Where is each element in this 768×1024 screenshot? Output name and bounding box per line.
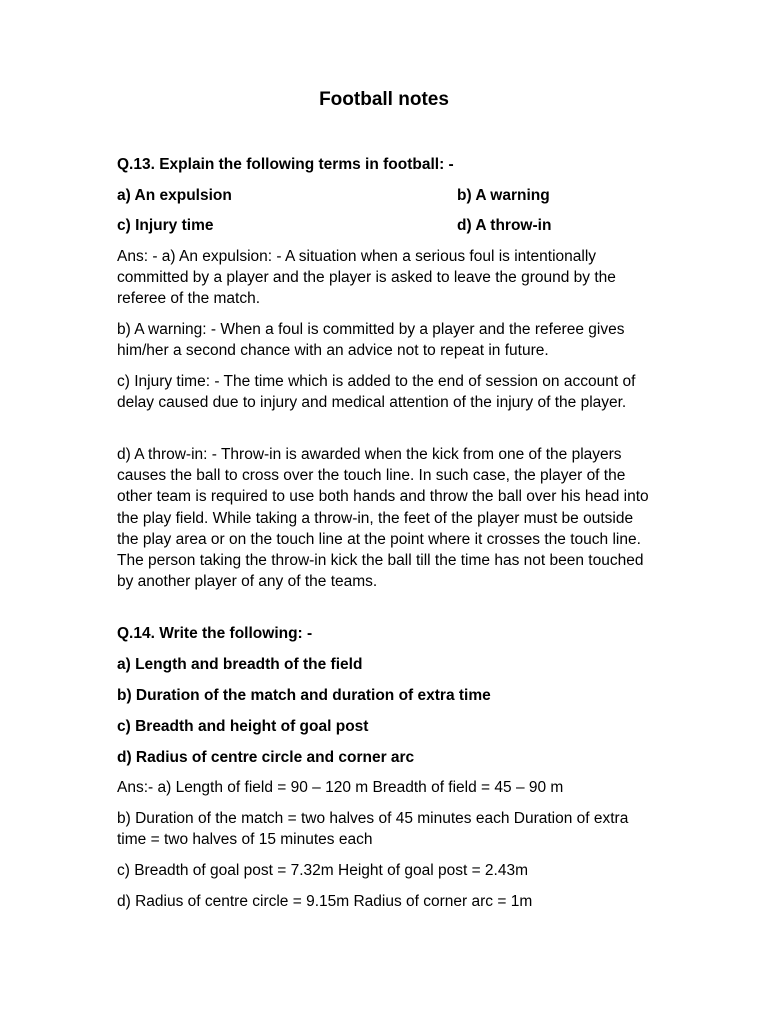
- q14-question: Q.14. Write the following: -: [117, 625, 313, 642]
- q14-item-d: d) Radius of centre circle and corner arc: [117, 749, 415, 766]
- q13-term-a: a) An expulsion: [117, 187, 232, 204]
- q14-answer-b: b) Duration of the match = two halves of 45 minutes each Duration of extra time = two halves of 15 minutes each: [117, 810, 629, 849]
- q13-answer-d: d) A throw-in: - Throw-in is awarded when the kick from one of the players causes the ball to cross over the touch line. In such case, the player of the other team is required to use both hands and throw the ball over his head into the play field. While taking a throw-in, the feet of the player must be outside the play area or on the touch line at the point where it crosses the touch line. The person taking the throw-in kick the ball till the time has not been touched by another player of any of the teams.: [117, 446, 649, 591]
- q13-term-d: d) A throw-in: [457, 217, 552, 234]
- q14-item-c: c) Breadth and height of goal post: [117, 718, 369, 735]
- q13-answer-a: Ans: - a) An expulsion: - A situation when a serious foul is intentionally committed by a player and the player is asked to leave the ground by the referee of the match.: [117, 248, 616, 308]
- q13-question: Q.13. Explain the following terms in football: -: [117, 156, 454, 173]
- q13-answer-c: c) Injury time: - The time which is added to the end of session on account of delay caused due to injury and medical attention of the injury of the player.: [117, 373, 636, 412]
- q14-item-a: a) Length and breadth of the field: [117, 656, 363, 673]
- q14-answer-c: c) Breadth of goal post = 7.32m Height of goal post = 2.43m: [117, 862, 528, 879]
- page-title: Football notes: [319, 89, 449, 110]
- q14-answer-d: d) Radius of centre circle = 9.15m Radius of corner arc = 1m: [117, 893, 533, 910]
- q13-term-b: b) A warning: [457, 187, 550, 204]
- q13-term-c: c) Injury time: [117, 217, 214, 234]
- q14-item-b: b) Duration of the match and duration of extra time: [117, 687, 491, 704]
- q13-answer-b: b) A warning: - When a foul is committed by a player and the referee gives him/her a second chance with an advice not to repeat in future.: [117, 321, 625, 360]
- q14-answer-a: Ans:- a) Length of field = 90 – 120 m Breadth of field = 45 – 90 m: [117, 779, 564, 796]
